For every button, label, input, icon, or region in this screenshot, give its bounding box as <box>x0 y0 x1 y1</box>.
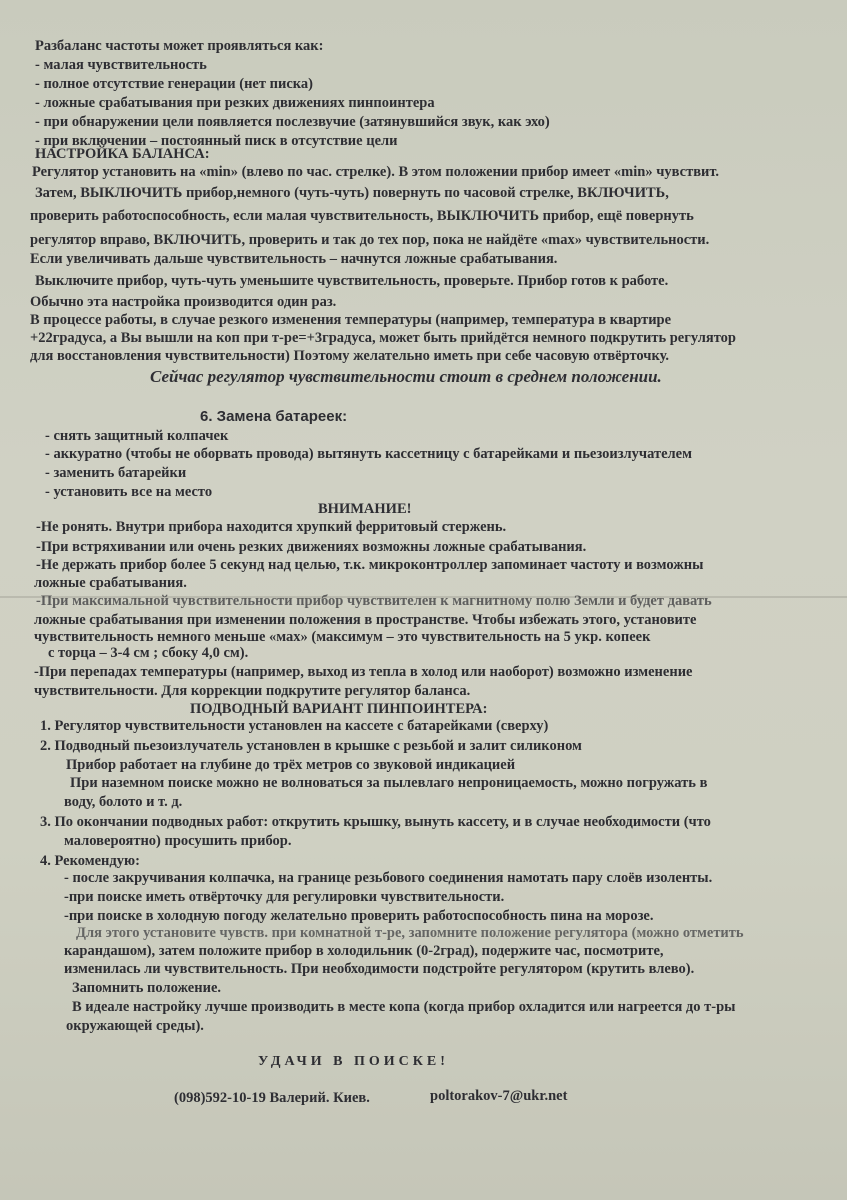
intro-item: - ложные срабатывания при резких движениях пинпоинтера <box>35 95 435 111</box>
underwater-line: При наземном поиске можно не волноваться за пылевлаго непроницаемость, можно погружать в <box>70 775 708 791</box>
underwater-line: маловероятно) просушить прибор. <box>64 833 292 849</box>
balance-line: проверить работоспособность, если малая чувствительность, ВЫКЛЮЧИТЬ прибор, ещё повернуть <box>30 208 694 224</box>
underwater-line: -при поиске иметь отвёрточку для регулировки чувствительности. <box>64 889 505 905</box>
underwater-line: Прибор работает на глубине до трёх метров со звуковой индикацией <box>66 757 516 773</box>
battery-item: - заменить батарейки <box>45 465 187 481</box>
underwater-line: карандашом), затем положите прибор в холодильник (0-2град), подержите час, посмотрите, <box>64 943 664 959</box>
balance-line: Если увеличивать дальше чувствительность – начнутся ложные срабатывания. <box>30 251 558 267</box>
footer-contact: (098)592-10-19 Валерий. Киев. <box>174 1090 370 1106</box>
warning-line: чувствительности. Для коррекции подкрутите регулятор баланса. <box>34 683 471 699</box>
balance-heading: НАСТРОЙКА БАЛАНСА: <box>35 146 210 162</box>
underwater-line: -при поиске в холодную погоду желательно проверить работоспособность пина на морозе. <box>64 908 654 924</box>
intro-item: - полное отсутствие генерации (нет писка) <box>35 76 313 92</box>
battery-item: - установить все на место <box>45 484 213 500</box>
balance-line: Выключите прибор, чуть-чуть уменьшите чувствительность, проверьте. Прибор готов к работе. <box>35 273 669 289</box>
intro-item: - при включении – постоянный писк в отсутствие цели <box>35 133 398 149</box>
footer-wish: УДАЧИ В ПОИСКЕ! <box>258 1054 449 1069</box>
balance-line: В процессе работы, в случае резкого изменения температуры (например, температура в квартире <box>30 312 672 328</box>
balance-line: +22градуса, а Вы вышли на коп при т-ре=+3градуса, может быть прийдётся немного подкрутить регулятор <box>30 330 736 346</box>
battery-item: - снять защитный колпачек <box>45 428 229 444</box>
underwater-line: окружающей среды). <box>66 1018 204 1034</box>
underwater-line: 3. По окончании подводных работ: открутить крышку, вынуть кассету, и в случае необходимости (что <box>40 814 711 830</box>
warning-line: -Не держать прибор более 5 секунд над целью, т.к. микроконтроллер запоминает частоту и возможны <box>36 557 704 573</box>
warning-heading: ВНИМАНИЕ! <box>318 501 412 517</box>
underwater-line: 1. Регулятор чувствительности установлен на кассете с батарейками (сверху) <box>40 718 549 734</box>
warning-line: с торца – 3-4 см ; сбоку 4,0 см). <box>48 645 249 661</box>
warning-line: -Не ронять. Внутри прибора находится хрупкий ферритовый стержень. <box>36 519 507 535</box>
warning-line: ложные срабатывания при изменении положения в пространстве. Чтобы избежать этого, установите <box>34 612 697 628</box>
footer-email: poltorakov-7@ukr.net <box>430 1088 568 1104</box>
underwater-heading: ПОДВОДНЫЙ ВАРИАНТ ПИНПОИНТЕРА: <box>190 701 488 717</box>
warning-line: чувствительность немного меньше «мах» (максимум – это чувствительность на 5 укр. копеек <box>34 629 651 645</box>
balance-line: регулятор вправо, ВКЛЮЧИТЬ, проверить и так до тех пор, пока не найдёте «max» чувствительности. <box>30 232 710 248</box>
intro-title: Разбаланс частоты может проявляться как: <box>35 38 324 54</box>
underwater-line: воду, болото и т. д. <box>64 794 183 810</box>
underwater-line: 2. Подводный пьезоизлучатель установлен в крышке с резьбой и залит силиконом <box>40 738 582 754</box>
warning-line: -При встряхивании или очень резких движениях возможны ложные срабатывания. <box>36 539 587 555</box>
intro-item: - при обнаружении цели появляется послезвучие (затянувшийся звук, как эхо) <box>35 114 550 130</box>
balance-line: Обычно эта настройка производится один раз. <box>30 294 337 310</box>
battery-heading: 6. Замена батареек: <box>200 408 348 425</box>
underwater-line: изменилась ли чувствительность. При необходимости подстройте регулятором (крутить влево). <box>64 961 695 977</box>
warning-line: -При перепадах температуры (например, выход из тепла в холод или наоборот) возможно изменение <box>34 664 693 680</box>
balance-line: Регулятор установить на «min» (влево по час. стрелке). В этом положении прибор имеет «min» чувствит. <box>32 164 720 180</box>
battery-item: - аккуратно (чтобы не оборвать провода) вытянуть кассетницу с батарейками и пьезоизлучателем <box>45 446 692 462</box>
underwater-line: Запомнить положение. <box>72 980 222 996</box>
underwater-line: Для этого установите чувств. при комнатной т-ре, запомните положение регулятора (можно отметить <box>76 925 744 941</box>
underwater-line: - после закручивания колпачка, на границе резьбового соединения намотать пару слоёв изоленты. <box>64 870 713 886</box>
balance-note: Сейчас регулятор чувствительности стоит в среднем положении. <box>150 367 662 386</box>
warning-line: -При максимальной чувствительности прибор чувствителен к магнитному полю Земли и будет давать <box>36 593 712 609</box>
balance-line: Затем, ВЫКЛЮЧИТЬ прибор,немного (чуть-чуть) повернуть по часовой стрелке, ВКЛЮЧИТЬ, <box>35 185 669 201</box>
balance-line: для восстановления чувствительности) Поэтому желательно иметь при себе часовую отвёрточку. <box>30 348 670 364</box>
warning-line: ложные срабатывания. <box>34 575 187 591</box>
underwater-line: 4. Рекомендую: <box>40 853 140 869</box>
underwater-line: В идеале настройку лучше производить в месте копа (когда прибор охладится или нагреется до т-ры <box>72 999 736 1015</box>
intro-item: - малая чувствительность <box>35 57 207 73</box>
